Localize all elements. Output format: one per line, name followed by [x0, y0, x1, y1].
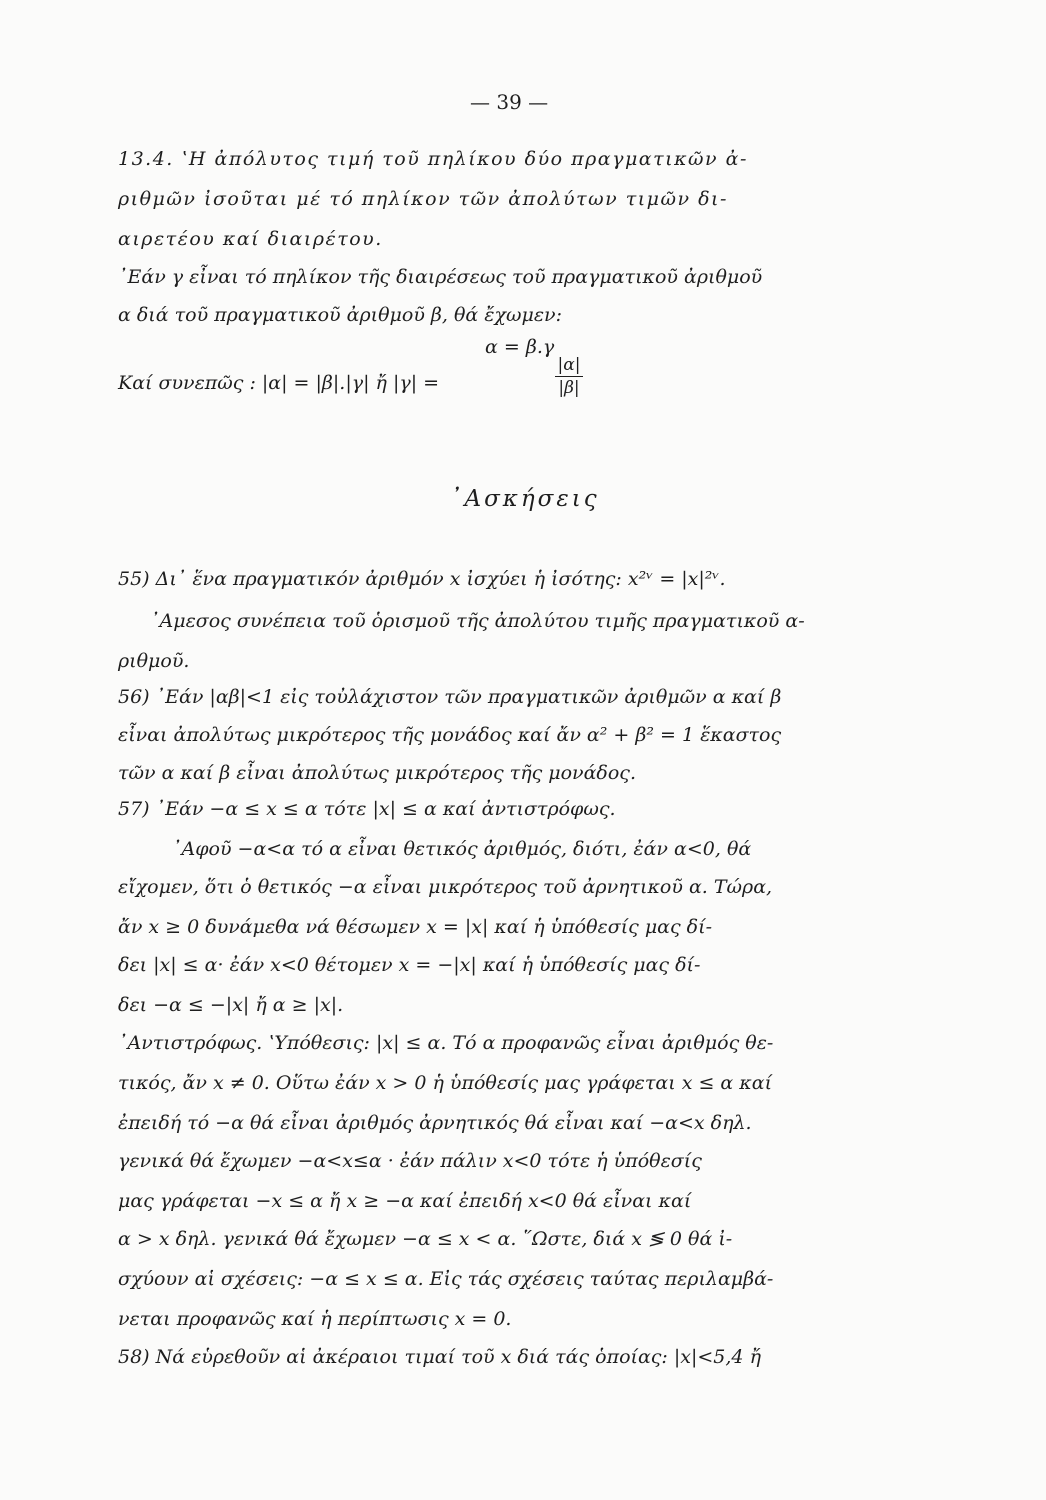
- text-line: α διά τοῦ πραγματικοῦ ἀριθμοῦ β, θά ἔχωμεν:: [118, 304, 562, 326]
- text-line: 13.4. ʽΗ ἀπόλυτος τιμή τοῦ πηλίκου δύο πραγματικῶν ἀ-: [118, 148, 748, 170]
- text-line: ριθμῶν ἰσοῦται μέ τό πηλίκον τῶν ἀπολύτων τιμῶν δι-: [118, 188, 728, 210]
- fraction-denominator: |β|: [558, 378, 580, 398]
- exercise-line: ᾽Αφοῦ −α<α τό α εἶναι θετικός ἀριθμός, διότι, ἐάν α<0, θά: [172, 838, 752, 860]
- exercise-line: δει |x| ≤ α· ἐάν x<0 θέτομεν x = −|x| καί ἡ ὑπόθεσίς μας δί-: [118, 954, 701, 976]
- exercise-line: 57) ᾽Εάν −α ≤ x ≤ α τότε |x| ≤ α καί ἀντιστρόφως.: [118, 798, 616, 820]
- fraction: [555, 355, 583, 398]
- exercises-heading: ᾽Ασκήσεις: [450, 486, 600, 512]
- exercise-line: ᾽Αντιστρόφως. ʽΥπόθεσις: |x| ≤ α. Τό α προφανῶς εἶναι ἀριθμός θε-: [118, 1032, 774, 1054]
- exercise-line: σχύουν αἱ σχέσεις: −α ≤ x ≤ α. Εἰς τάς σχέσεις ταύτας περιλαμβά-: [118, 1268, 774, 1290]
- exercise-line: ριθμοῦ.: [118, 650, 190, 672]
- page-number: — 39 —: [470, 90, 549, 114]
- exercise-line: ἐπειδή τό −α θά εἶναι ἀριθμός ἀρνητικός θά εἶναι καί −α<x δηλ.: [118, 1112, 752, 1134]
- exercise-line: τικός, ἄν x ≠ 0. Οὕτω ἐάν x > 0 ἡ ὑπόθεσίς μας γράφεται x ≤ α καί: [118, 1072, 773, 1094]
- exercise-line: 58) Νά εὑρεθοῦν αἱ ἀκέραιοι τιμαί τοῦ x διά τάς ὁποίας: |x|<5,4 ἤ: [118, 1346, 761, 1368]
- exercise-line: ἄν x ≥ 0 δυνάμεθα νά θέσωμεν x = |x| καί ἡ ὑπόθεσίς μας δί-: [118, 916, 712, 938]
- fraction-bar: [555, 376, 583, 377]
- exercise-line: εἴχομεν, ὅτι ὁ θετικός −α εἶναι μικρότερος τοῦ ἀρνητικοῦ α. Τώρα,: [118, 876, 773, 898]
- fraction-numerator: |α|: [557, 355, 581, 375]
- exercise-line: μας γράφεται −x ≤ α ἤ x ≥ −α καί ἐπειδή x<0 θά εἶναι καί: [118, 1190, 692, 1212]
- exercise-line: α > x δηλ. γενικά θά ἔχωμεν −α ≤ x < α. ῞Ωστε, διά x ≶ 0 θά ἰ-: [118, 1228, 733, 1250]
- exercise-line: ᾽Αμεσος συνέπεια τοῦ ὁρισμοῦ τῆς ἀπολύτου τιμῆς πραγματικοῦ α-: [150, 610, 805, 632]
- exercise-line: νεται προφανῶς καί ἡ περίπτωσις x = 0.: [118, 1308, 512, 1330]
- equation-consequence: Καί συνεπῶς : |α| = |β|.|γ| ἤ |γ| =: [118, 372, 440, 394]
- exercise-line: δει −α ≤ −|x| ἤ α ≥ |x|.: [118, 994, 344, 1016]
- exercise-line: 55) Δι᾽ ἕνα πραγματικόν ἀριθμόν x ἰσχύει ἡ ἰσότης: x²ᵛ = |x|²ᵛ.: [118, 568, 726, 590]
- text-line: ᾽Εάν γ εἶναι τό πηλίκον τῆς διαιρέσεως τοῦ πραγματικοῦ ἀριθμοῦ: [118, 266, 763, 288]
- equation: α = β.γ: [485, 336, 555, 358]
- exercise-line: 56) ᾽Εάν |αβ|<1 εἰς τοὐλάχιστον τῶν πραγματικῶν ἀριθμῶν α καί β: [118, 686, 782, 708]
- exercise-line: γενικά θά ἔχωμεν −α<x≤α · ἐάν πάλιν x<0 τότε ἡ ὑπόθεσίς: [118, 1150, 702, 1172]
- exercise-line: εἶναι ἀπολύτως μικρότερος τῆς μονάδος καί ἄν α² + β² = 1 ἕκαστος: [118, 724, 782, 746]
- exercise-line: τῶν α καί β εἶναι ἀπολύτως μικρότερος τῆς μονάδος.: [118, 762, 636, 784]
- text-line: αιρετέου καί διαιρέτου.: [118, 228, 383, 250]
